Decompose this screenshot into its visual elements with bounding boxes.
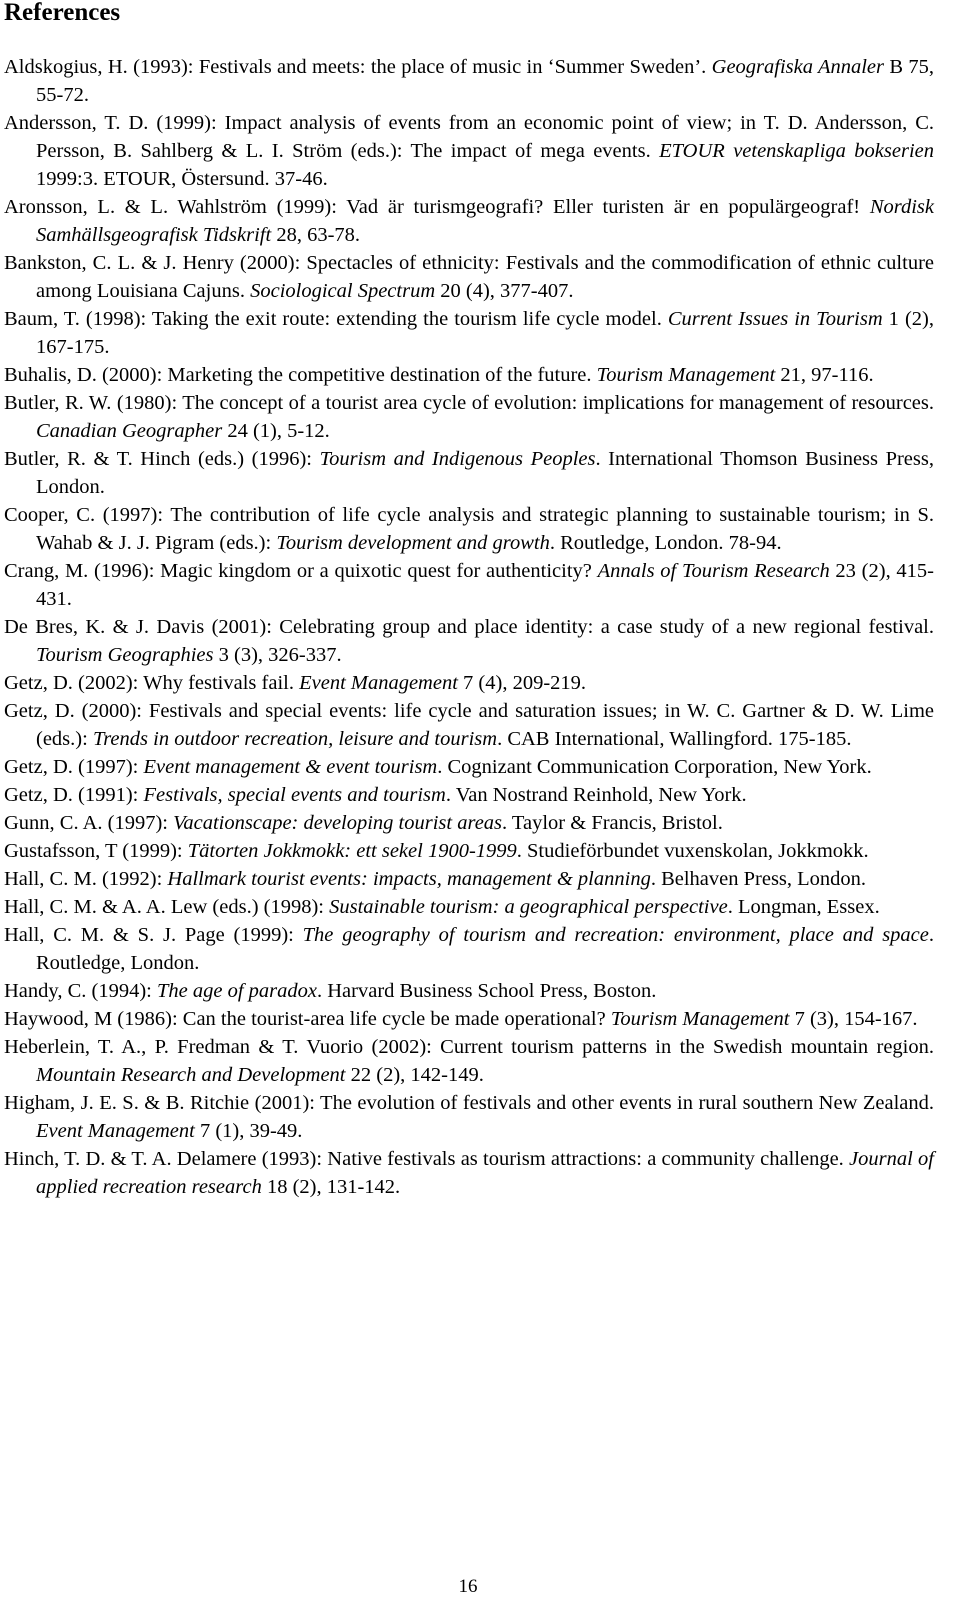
reference-entry <box>4 697 934 753</box>
reference-text: Handy, C. (1994): <box>4 980 157 1002</box>
reference-source-title: Tätorten Jokkmokk: ett sekel 1900-1999 <box>187 840 517 862</box>
reference-source-title: Vacationscape: developing tourist areas <box>173 812 503 834</box>
page-number: 16 <box>458 1576 478 1597</box>
reference-source-title: Event Management <box>36 1120 195 1142</box>
reference-text: 23 (2), 415-431. <box>36 560 934 610</box>
reference-entry <box>4 613 934 669</box>
reference-text: . Taylor & Francis, Bristol. <box>502 812 723 834</box>
reference-entry <box>4 53 934 109</box>
reference-text: 24 (1), 5-12. <box>222 420 330 442</box>
reference-text: 7 (3), 154-167. <box>789 1008 918 1030</box>
reference-text: 21, 97-116. <box>775 364 874 386</box>
reference-text: 1999:3. ETOUR, Östersund. 37-46. <box>36 168 328 190</box>
reference-text: 1 (2), 167-175. <box>36 308 934 358</box>
reference-source-title: Festivals, special events and tourism <box>143 784 446 806</box>
reference-entry <box>4 865 934 893</box>
reference-text: Buhalis, D. (2000): Marketing the competitive destination of the future. <box>4 364 597 386</box>
page-heading: References <box>4 0 121 26</box>
reference-text: . International Thomson Business Press, London. <box>36 448 934 498</box>
reference-text: 7 (4), 209-219. <box>457 672 587 694</box>
reference-text: Getz, D. (2002): Why festivals fail. <box>4 672 300 694</box>
reference-text: Andersson, T. D. (1999): Impact analysis of events from an economic point of view; in T. D. Andersson, C. Persson, B. Sahlberg & L. I. Ström (eds.): The impact of mega events. <box>4 112 934 162</box>
reference-text: . Routledge, London. 78-94. <box>549 532 782 554</box>
reference-text: Gustafsson, T (1999): <box>4 840 188 862</box>
reference-text: . Cognizant Communication Corporation, New York. <box>437 756 872 778</box>
reference-text: 28, 63-78. <box>271 224 361 246</box>
reference-entry <box>4 445 934 501</box>
reference-text: Hall, C. M. (1992): <box>4 868 168 890</box>
reference-text: . Belhaven Press, London. <box>650 868 867 890</box>
reference-entry <box>4 921 934 977</box>
reference-text: Gunn, C. A. (1997): <box>4 812 174 834</box>
reference-source-title: Sociological Spectrum <box>250 280 436 302</box>
reference-text: Bankston, C. L. & J. Henry (2000): Spectacles of ethnicity: Festivals and the commodification of ethnic culture among Louisiana Cajuns. <box>4 252 934 302</box>
reference-text: . Studieförbundet vuxenskolan, Jokkmokk. <box>516 840 869 862</box>
reference-text: 7 (1), 39-49. <box>194 1120 303 1142</box>
reference-entry <box>4 501 934 557</box>
reference-text: Getz, D. (1997): <box>4 756 144 778</box>
reference-entry <box>4 781 934 809</box>
reference-text: Haywood, M (1986): Can the tourist-area life cycle be made operational? <box>4 1008 611 1030</box>
reference-text: 22 (2), 142-149. <box>345 1064 484 1086</box>
reference-entry <box>4 389 934 445</box>
reference-text: De Bres, K. & J. Davis (2001): Celebrating group and place identity: a case study of a new regional festival. <box>4 616 934 638</box>
reference-text: Butler, R. & T. Hinch (eds.) (1996): <box>4 448 320 470</box>
reference-source-title: The age of paradox <box>156 980 317 1002</box>
reference-entry <box>4 1005 934 1033</box>
reference-entry <box>4 669 934 697</box>
reference-source-title: Hallmark tourist events: impacts, management & planning <box>167 868 651 890</box>
reference-source-title: Nordisk Samhällsgeografisk Tidskrift <box>36 196 934 246</box>
reference-source-title: Tourism Management <box>610 1008 790 1030</box>
reference-entry <box>4 977 934 1005</box>
reference-text: B 75, 55-72. <box>36 56 934 106</box>
reference-entry <box>4 109 934 193</box>
reference-entry <box>4 1145 934 1201</box>
reference-text: . Harvard Business School Press, Boston. <box>316 980 657 1002</box>
reference-entry <box>4 249 934 305</box>
reference-text: Getz, D. (1991): <box>4 784 144 806</box>
reference-entry <box>4 305 934 361</box>
reference-source-title: Tourism and Indigenous Peoples <box>319 448 596 470</box>
reference-entry <box>4 557 934 613</box>
reference-source-title: The geography of tourism and recreation: environment, place and space <box>302 924 929 946</box>
reference-text: Butler, R. W. (1980): The concept of a tourist area cycle of evolution: implications for management of resources. <box>4 392 934 414</box>
reference-text: 20 (4), 377-407. <box>435 280 574 302</box>
reference-text: Hall, C. M. & A. A. Lew (eds.) (1998): <box>4 896 330 918</box>
reference-entry <box>4 1089 934 1145</box>
reference-entry <box>4 1033 934 1089</box>
reference-text: . Longman, Essex. <box>727 896 880 918</box>
reference-source-title: Geografiska Annaler <box>711 56 885 78</box>
reference-entry <box>4 809 934 837</box>
reference-source-title: Journal of applied recreation research <box>36 1148 934 1198</box>
reference-source-title: Tourism Management <box>596 364 776 386</box>
reference-source-title: Trends in outdoor recreation, leisure and tourism <box>92 728 498 750</box>
reference-entry <box>4 361 934 389</box>
reference-text: 18 (2), 131-142. <box>261 1176 401 1198</box>
reference-text: Higham, J. E. S. & B. Ritchie (2001): The evolution of festivals and other events in rural southern New Zealand. <box>4 1092 934 1114</box>
reference-source-title: Current Issues in Tourism <box>667 308 883 330</box>
reference-text: . Routledge, London. <box>36 924 935 974</box>
reference-text: Aronsson, L. & L. Wahlström (1999): Vad är turismgeografi? Eller turisten är en populärgeograf! <box>4 196 870 218</box>
reference-text: Getz, D. (2000): Festivals and special events: life cycle and saturation issues; in W. C. Gartner & D. W. Lime (eds.): <box>4 700 934 750</box>
reference-text: 3 (3), 326-337. <box>213 644 342 666</box>
reference-entry <box>4 193 934 249</box>
reference-source-title: Tourism Geographies <box>36 644 214 666</box>
reference-text: Hinch, T. D. & T. A. Delamere (1993): Native festivals as tourism attractions: a community challenge. <box>4 1148 850 1170</box>
reference-source-title: Annals of Tourism Research <box>597 560 830 582</box>
reference-source-title: ETOUR vetenskapliga bokserien <box>659 140 934 162</box>
reference-list <box>4 53 934 1201</box>
reference-text: . Van Nostrand Reinhold, New York. <box>445 784 747 806</box>
reference-text: Hall, C. M. & S. J. Page (1999): <box>4 924 303 946</box>
reference-entry <box>4 753 934 781</box>
reference-source-title: Sustainable tourism: a geographical perspective <box>329 896 728 918</box>
reference-text: Aldskogius, H. (1993): Festivals and meets: the place of music in ‘Summer Sweden’. <box>4 56 712 78</box>
reference-text: Crang, M. (1996): Magic kingdom or a quixotic quest for authenticity? <box>4 560 598 582</box>
reference-text: Heberlein, T. A., P. Fredman & T. Vuorio (2002): Current tourism patterns in the Swedish mountain region. <box>4 1036 934 1058</box>
reference-source-title: Event management & event tourism <box>143 756 438 778</box>
reference-source-title: Canadian Geographer <box>36 420 223 442</box>
reference-source-title: Tourism development and growth <box>276 532 550 554</box>
reference-entry <box>4 837 934 865</box>
reference-source-title: Event Management <box>299 672 458 694</box>
reference-text: Baum, T. (1998): Taking the exit route: extending the tourism life cycle model. <box>4 308 668 330</box>
reference-text: Cooper, C. (1997): The contribution of life cycle analysis and strategic planning to sustainable tourism; in S. Wahab & J. J. Pigram (eds.): <box>4 504 934 554</box>
reference-text: . CAB International, Wallingford. 175-185. <box>497 728 852 750</box>
reference-entry <box>4 893 934 921</box>
reference-source-title: Mountain Research and Development <box>36 1064 346 1086</box>
